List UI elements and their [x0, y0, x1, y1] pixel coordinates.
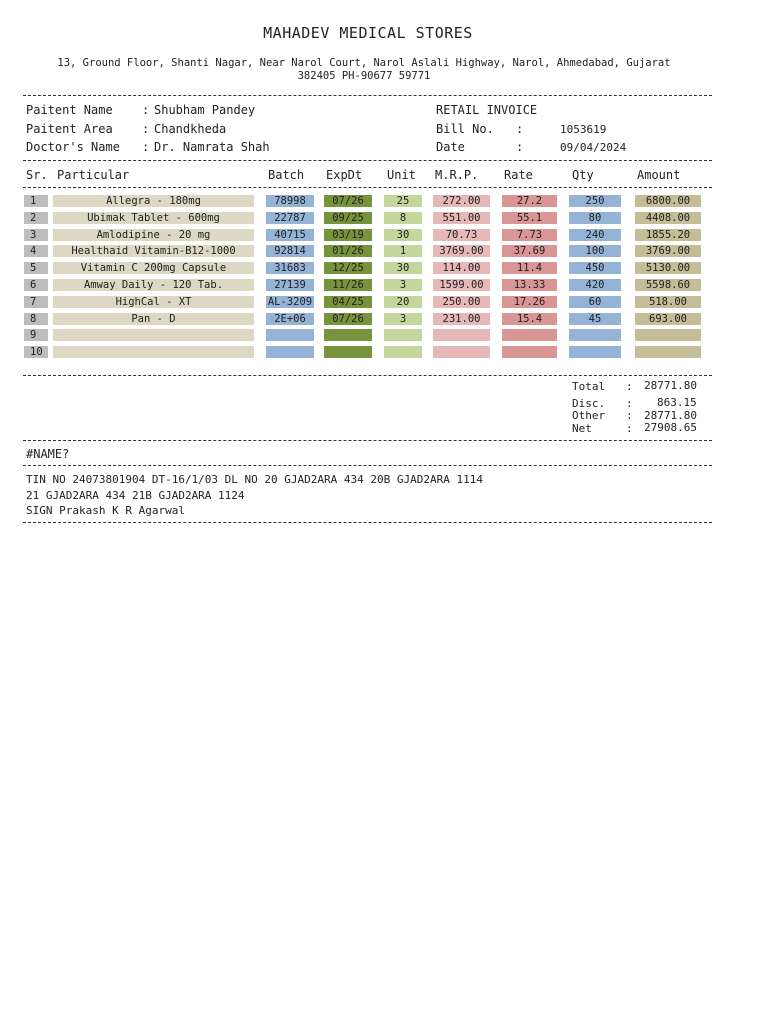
other-label: Other — [572, 409, 606, 422]
other-value: 28771.80 — [644, 409, 697, 422]
disc-label: Disc. — [572, 397, 606, 410]
cell-amount: 1855.20 — [635, 229, 701, 241]
cell-batch: 40715 — [266, 229, 314, 241]
cell-qty: 420 — [569, 279, 621, 291]
store-name: MAHADEV MEDICAL STORES — [263, 24, 473, 42]
cell-mrp: 272.00 — [433, 195, 490, 207]
cell-rate — [502, 329, 557, 341]
cell-unit: 3 — [384, 279, 422, 291]
cell-particular — [53, 346, 254, 358]
cell-expdt: 04/25 — [324, 296, 372, 308]
cell-batch: 22787 — [266, 212, 314, 224]
cell-batch: 92814 — [266, 245, 314, 257]
cell-unit: 30 — [384, 262, 422, 274]
cell-sr: 10 — [24, 346, 48, 358]
disc-value: 863.15 — [657, 396, 697, 409]
cell-sr: 8 — [24, 313, 48, 325]
cell-sr: 7 — [24, 296, 48, 308]
cell-amount: 5598.60 — [635, 279, 701, 291]
cell-rate: 13.33 — [502, 279, 557, 291]
cell-amount: 5130.00 — [635, 262, 701, 274]
cell-rate: 17.26 — [502, 296, 557, 308]
header-batch: Batch — [268, 168, 305, 182]
cell-qty: 100 — [569, 245, 621, 257]
header-sr: Sr. — [26, 168, 48, 182]
net-label: Net — [572, 422, 592, 435]
disc-sep: : — [626, 397, 633, 410]
doctor-name-sep: : — [142, 140, 150, 154]
patient-name-label: Paitent Name — [26, 103, 113, 117]
cell-mrp: 1599.00 — [433, 279, 490, 291]
invoice-type: RETAIL INVOICE — [436, 103, 538, 117]
patient-area-label: Paitent Area — [26, 122, 113, 136]
cell-unit — [384, 329, 422, 341]
cell-rate: 7.73 — [502, 229, 557, 241]
other-sep: : — [626, 409, 633, 422]
cell-qty: 45 — [569, 313, 621, 325]
cell-unit — [384, 346, 422, 358]
cell-expdt — [324, 346, 372, 358]
total-sep: : — [626, 380, 633, 393]
cell-sr: 6 — [24, 279, 48, 291]
cell-expdt: 07/26 — [324, 313, 372, 325]
cell-batch: 27139 — [266, 279, 314, 291]
cell-rate: 55.1 — [502, 212, 557, 224]
cell-batch — [266, 346, 314, 358]
cell-unit: 8 — [384, 212, 422, 224]
patient-area-sep: : — [142, 122, 150, 136]
header-rate: Rate — [504, 168, 533, 182]
cell-particular: Allegra - 180mg — [53, 195, 254, 207]
header-amount: Amount — [637, 168, 681, 182]
bill-number-label: Bill No. — [436, 122, 494, 136]
footer-license-line1: TIN NO 24073801904 DT-16/1/03 DL NO 20 GJAD2ARA 434 20B GJAD2ARA 1114 — [26, 473, 483, 486]
bill-number-sep: : — [516, 122, 524, 136]
cell-particular: Ubimak Tablet - 600mg — [53, 212, 254, 224]
cell-qty: 250 — [569, 195, 621, 207]
cell-amount — [635, 346, 701, 358]
cell-expdt — [324, 329, 372, 341]
divider — [23, 440, 712, 441]
cell-mrp: 114.00 — [433, 262, 490, 274]
cell-qty — [569, 329, 621, 341]
cell-particular: Amlodipine - 20 mg — [53, 229, 254, 241]
footer-signature: SIGN Prakash K R Agarwal — [26, 504, 185, 517]
cell-unit: 1 — [384, 245, 422, 257]
invoice-date-sep: : — [516, 140, 524, 154]
cell-batch: 31683 — [266, 262, 314, 274]
cell-sr: 3 — [24, 229, 48, 241]
divider — [23, 187, 712, 188]
divider — [23, 375, 712, 376]
cell-amount — [635, 329, 701, 341]
cell-amount: 3769.00 — [635, 245, 701, 257]
cell-batch: AL-3209 — [267, 296, 313, 308]
patient-name-value: Shubham Pandey — [154, 103, 256, 117]
cell-sr: 4 — [24, 245, 48, 257]
cell-mrp: 3769.00 — [433, 245, 490, 257]
cell-unit: 30 — [384, 229, 422, 241]
cell-rate — [502, 346, 557, 358]
cell-mrp — [433, 346, 490, 358]
cell-unit: 3 — [384, 313, 422, 325]
invoice-date-value: 09/04/2024 — [560, 141, 627, 154]
cell-qty: 240 — [569, 229, 621, 241]
cell-batch: 78998 — [266, 195, 314, 207]
cell-unit: 25 — [384, 195, 422, 207]
cell-expdt: 01/26 — [324, 245, 372, 257]
cell-expdt: 11/26 — [324, 279, 372, 291]
cell-rate: 37.69 — [502, 245, 557, 257]
amount-in-words: #NAME? — [26, 447, 70, 461]
cell-batch: 2E+06 — [266, 313, 314, 325]
cell-mrp: 231.00 — [433, 313, 490, 325]
cell-mrp: 551.00 — [433, 212, 490, 224]
header-unit: Unit — [387, 168, 416, 182]
cell-expdt: 03/19 — [324, 229, 372, 241]
cell-amount: 518.00 — [635, 296, 701, 308]
cell-rate: 27.2 — [502, 195, 557, 207]
footer-license-line2: 21 GJAD2ARA 434 21B GJAD2ARA 1124 — [26, 489, 245, 502]
cell-particular: HighCal - XT — [53, 296, 254, 308]
cell-expdt: 09/25 — [324, 212, 372, 224]
cell-qty: 60 — [569, 296, 621, 308]
cell-sr: 9 — [24, 329, 48, 341]
doctor-name-value: Dr. Namrata Shah — [154, 140, 270, 154]
cell-amount: 693.00 — [635, 313, 701, 325]
cell-rate: 15.4 — [502, 313, 557, 325]
divider — [23, 465, 712, 466]
cell-mrp: 70.73 — [433, 229, 490, 241]
cell-qty: 80 — [569, 212, 621, 224]
doctor-name-label: Doctor's Name — [26, 140, 120, 154]
cell-unit: 20 — [384, 296, 422, 308]
cell-qty — [569, 346, 621, 358]
divider — [23, 160, 712, 161]
net-value: 27908.65 — [644, 421, 697, 434]
cell-sr: 2 — [24, 212, 48, 224]
cell-batch — [266, 329, 314, 341]
header-qty: Qty — [572, 168, 594, 182]
divider — [23, 95, 712, 96]
cell-particular — [53, 329, 254, 341]
patient-name-sep: : — [142, 103, 150, 117]
divider — [23, 522, 712, 523]
cell-particular: Healthaid Vitamin-B12-1000 — [53, 245, 254, 257]
invoice-date-label: Date — [436, 140, 465, 154]
total-label: Total — [572, 380, 606, 393]
cell-amount: 4408.00 — [635, 212, 701, 224]
cell-rate: 11.4 — [502, 262, 557, 274]
header-expdt: ExpDt — [326, 168, 363, 182]
header-particular: Particular — [57, 168, 130, 182]
header-mrp: M.R.P. — [435, 168, 479, 182]
cell-amount: 6800.00 — [635, 195, 701, 207]
cell-mrp: 250.00 — [433, 296, 490, 308]
cell-mrp — [433, 329, 490, 341]
cell-particular: Pan - D — [53, 313, 254, 325]
net-sep: : — [626, 422, 633, 435]
store-address-line2: 382405 PH-90677 59771 — [297, 70, 431, 82]
patient-area-value: Chandkheda — [154, 122, 227, 136]
total-value: 28771.80 — [644, 379, 697, 392]
cell-sr: 1 — [24, 195, 48, 207]
store-address-line1: 13, Ground Floor, Shanti Nagar, Near Narol Court, Narol Aslali Highway, Narol, Ahmedabad, Gujarat — [57, 57, 671, 69]
cell-sr: 5 — [24, 262, 48, 274]
bill-number-value: 1053619 — [560, 123, 607, 136]
cell-particular: Vitamin C 200mg Capsule — [53, 262, 254, 274]
cell-expdt: 07/26 — [324, 195, 372, 207]
cell-particular: Amway Daily - 120 Tab. — [53, 279, 254, 291]
cell-expdt: 12/25 — [324, 262, 372, 274]
cell-qty: 450 — [569, 262, 621, 274]
